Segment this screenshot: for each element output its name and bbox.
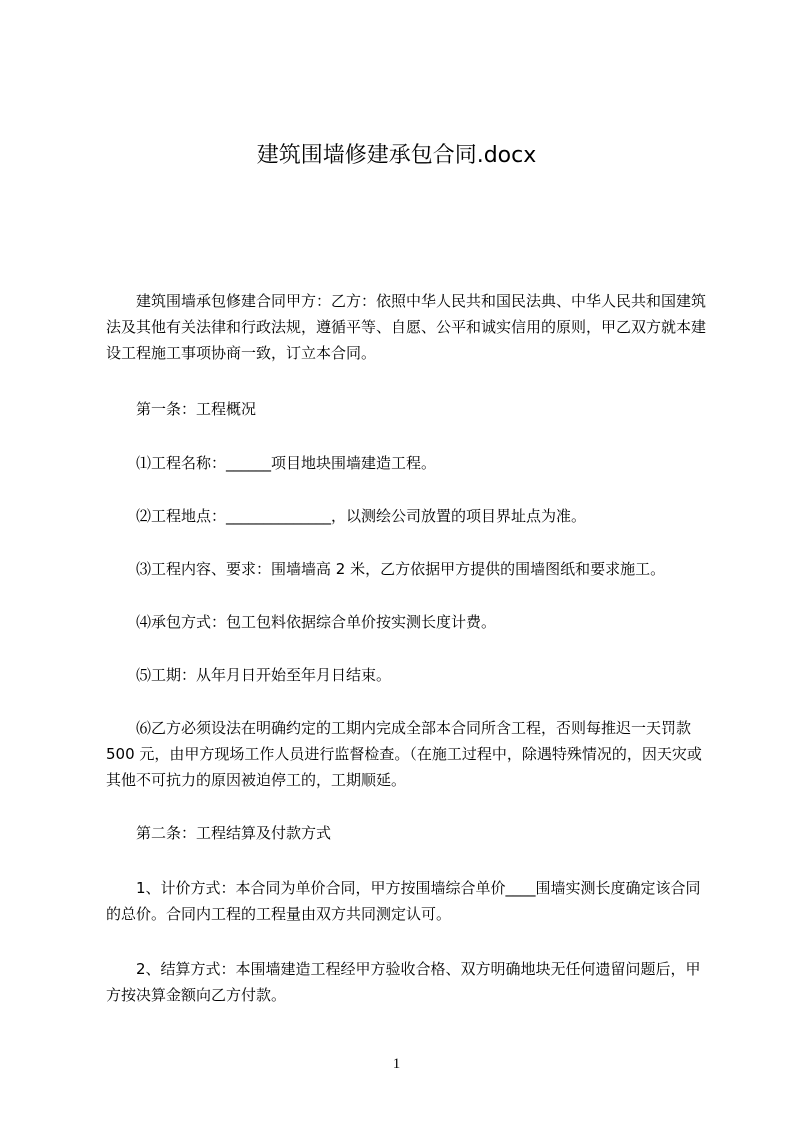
article-2-clause-1: 1、计价方式：本合同为单价合同，甲方按围墙综合单价____围墙实测长度确定该合同的总价。合同内工程的工程量由双方共同测定认可。 [106,879,701,923]
article-2-heading: 第二条：工程结算及付款方式 [136,824,332,842]
document-title: 建筑围墙修建承包合同.docx [256,143,537,168]
article-1-item-1: ⑴工程名称：______项目地块围墙建造工程。 [136,454,437,472]
article-1-item-4: ⑷承包方式：包工包料依据综合单价按实测长度计费。 [136,613,497,631]
page-number: 1 [392,1056,401,1072]
article-1-heading: 第一条：工程概况 [136,400,257,418]
article-1-item-2: ⑵工程地点：______________，以测绘公司放置的项目界址点为准。 [136,507,587,525]
article-2-clause-2: 2、结算方式：本围墙建造工程经甲方验收合格、双方明确地块无任何遗留问题后，甲方按决算金额向乙方付款。 [106,960,701,1004]
intro-paragraph: 建筑围墙承包修建合同甲方：乙方：依照中华人民共和国民法典、中华人民共和国建筑法及其他有关法律和行政法规，遵循平等、自愿、公平和诚实信用的原则，甲乙双方就本建设工程施工事项协商一致，订立本合同。 [106,292,707,362]
article-1-item-6: ⑹乙方必须设法在明确约定的工期内完成全部本合同所含工程，否则每推迟一天罚款 500 元，由甲方现场工作人员进行监督检查。（在施工过程中，除遇特殊情况的，因天灾或其他不可抗力的原因被迫停工的，工期顺延。 [106,719,702,789]
article-1-item-3: ⑶工程内容、要求：围墙墙高 2 米，乙方依据甲方提供的围墙图纸和要求施工。 [136,560,666,578]
article-1-item-5: ⑸工期：从年月日开始至年月日结束。 [136,666,392,684]
